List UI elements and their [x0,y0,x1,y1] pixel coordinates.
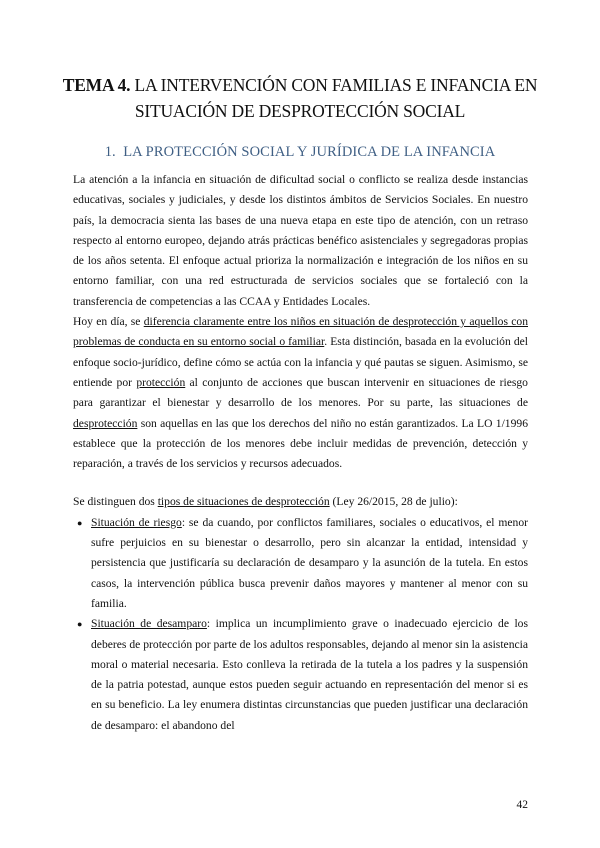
section-heading [60,144,540,161]
bullet-icon: ● [77,619,83,630]
list-item [73,614,528,736]
chapter-title [60,72,540,124]
paragraph-3-text-b: (Ley 26/2015, 28 de julio): [329,495,458,509]
paragraph-2-text-b: . Esta distinción, basada en la evolución del enfoque socio-jurídico, define cómo se actúa con la infancia y qué pautas se siguen. Asimismo, se entiende por [73,335,528,389]
paragraph-2 [73,312,528,474]
list-item-text: : se da cuando, por conflictos familiares, sociales o educativos, el menor sufre perjuicios en su bienestar o desarrollo, pero sin alcanzar la entidad, intensidad y persistencia que justificaría su declaración de desamparo y la asunción de la tutela. En estos casos, la intervención pública busca prevenir daños mayores y mantener al menor con su familia. [91,515,529,610]
list-item [73,513,528,614]
list-item-term: Situación de desamparo [91,617,207,631]
section-title: LA PROTECCIÓN SOCIAL Y JURÍDICA DE LA INFANCIA [123,144,496,160]
tema-label: TEMA 4. [62,75,131,95]
list-item-term: Situación de riesgo [91,515,182,529]
body-text [73,170,528,736]
desproteccion-types-list [73,513,528,736]
bullet-icon: ● [77,517,83,528]
underlined-proteccion: protección [136,375,186,389]
paragraph-2-text-c: al conjunto de acciones que buscan intervenir en situaciones de riesgo para garantizar el bienestar y desarrollo de los menores. Por su parte, las situaciones de [73,375,528,410]
paragraph-1: La atención a la infancia en situación de dificultad social o conflicto se realiza desde instancias educativas, sociales y judiciales, y desde los distintos ámbitos de Servicios Sociales. En nuestro país, la democracia sienta las bases de una nueva etapa en este tipo de atención, con un retraso respecto al entorno europeo, dejando atrás prácticas benéfico asistenciales y segregadoras propias de los años setenta. El enfoque actual prioriza la normalización e integración de los niños en su entorno familiar, con una red estructurada de servicios sociales que se fortaleció con la transferencia de competencias a las CCAA y Entidades Locales. [73,173,528,308]
underlined-tipos: tipos de situaciones de desprotección [157,495,330,509]
paragraph-3-text-a: Se distinguen dos [73,495,158,509]
underlined-desproteccion: desprotección [73,416,138,430]
page-number: 42 [516,799,528,811]
title-line-1: LA INTERVENCIÓN CON FAMILIAS E INFANCIA EN [134,75,538,95]
paragraph-3 [73,492,528,512]
underlined-distinction: diferencia claramente entre los niños en situación de desprotección y aquellos con problemas de conducta en su entorno social o familiar [73,315,528,349]
paragraph-2-text-a: Hoy en día, se [73,315,144,329]
section-number: 1. [104,144,116,160]
list-item-text: : implica un incumplimiento grave o inadecuado ejercicio de los deberes de protección por parte de los adultos responsables, dejando al menor sin la asistencia moral o material necesaria. Esto conlleva la retirada de la tutela a los padres y la suspensión de la patria potestad, aunque estos pueden seguir actuando en representación del menor si es en su beneficio. La ley enumera distintas circunstancias que pueden justificar una declaración de desamparo: el abandono del [91,617,528,732]
title-line-2: SITUACIÓN DE DESPROTECCIÓN SOCIAL [134,101,466,121]
paragraph-2-text-d: son aquellas en las que los derechos del niño no están garantizados. La LO 1/1996 establece que la protección de los menores debe incluir medidas de prevención, detección y reparación, a través de los servicios y recursos adecuados. [73,416,528,471]
